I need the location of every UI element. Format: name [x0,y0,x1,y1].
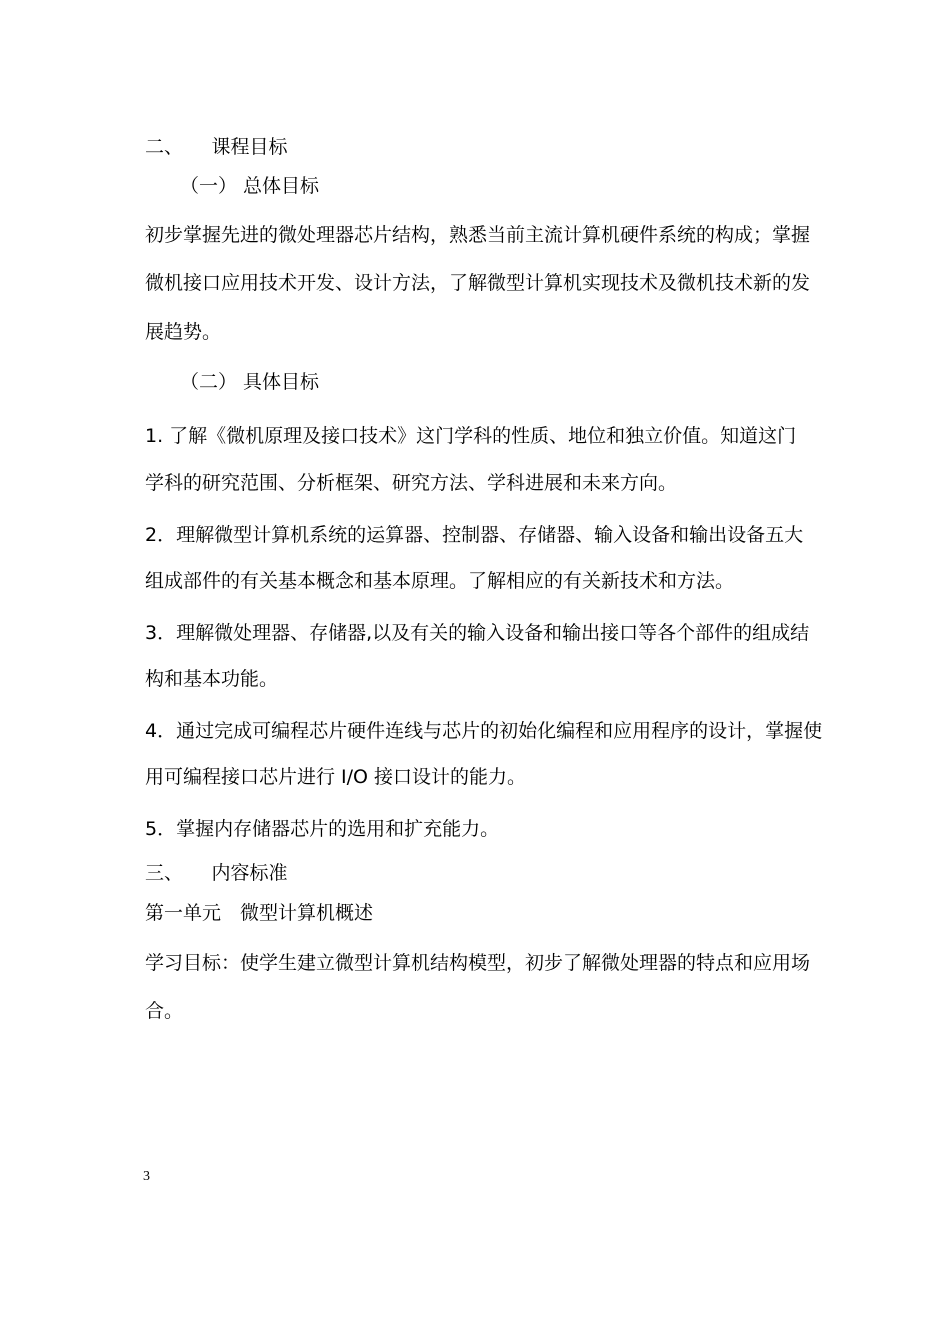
learning-goal-line: 合。 [145,1000,184,1022]
specific-goal-line: 2．理解微型计算机系统的运算器、控制器、存储器、输入设备和输出设备五大 [145,524,804,546]
overall-goal-line: 展趋势。 [145,321,222,343]
specific-goal-line: 构和基本功能。 [145,668,279,690]
subsection-one-heading: （一） 总体目标 [180,175,320,197]
specific-goal-line: 4．通过完成可编程芯片硬件连线与芯片的初始化编程和应用程序的设计，掌握使 [145,720,823,742]
subsection-two-heading: （二） 具体目标 [180,371,320,393]
unit-one-heading: 第一单元 微型计算机概述 [145,902,374,924]
section-three-heading: 三、 内容标准 [145,862,288,884]
specific-goal-line: 组成部件的有关基本概念和基本原理。了解相应的有关新技术和方法。 [145,570,735,592]
learning-goal-line: 学习目标：使学生建立微型计算机结构模型，初步了解微处理器的特点和应用场 [145,952,811,974]
section-two-heading: 二、 课程目标 [145,136,288,158]
page-number: 3 [143,1169,150,1184]
specific-goal-line: 3．理解微处理器、存储器,以及有关的输入设备和输出接口等各个部件的组成结 [145,622,810,644]
specific-goal-line: 5．掌握内存储器芯片的选用和扩充能力。 [145,818,500,840]
overall-goal-line: 初步掌握先进的微处理器芯片结构，熟悉当前主流计算机硬件系统的构成；掌握 [145,224,811,246]
specific-goal-line: 1. 了解《微机原理及接口技术》这门学科的性质、地位和独立价值。知道这门 [145,425,797,447]
specific-goal-line: 学科的研究范围、分析框架、研究方法、学科进展和未来方向。 [145,472,678,494]
specific-goal-line: 用可编程接口芯片进行 I/O 接口设计的能力。 [145,766,527,788]
overall-goal-line: 微机接口应用技术开发、设计方法，了解微型计算机实现技术及微机技术新的发 [145,272,811,294]
